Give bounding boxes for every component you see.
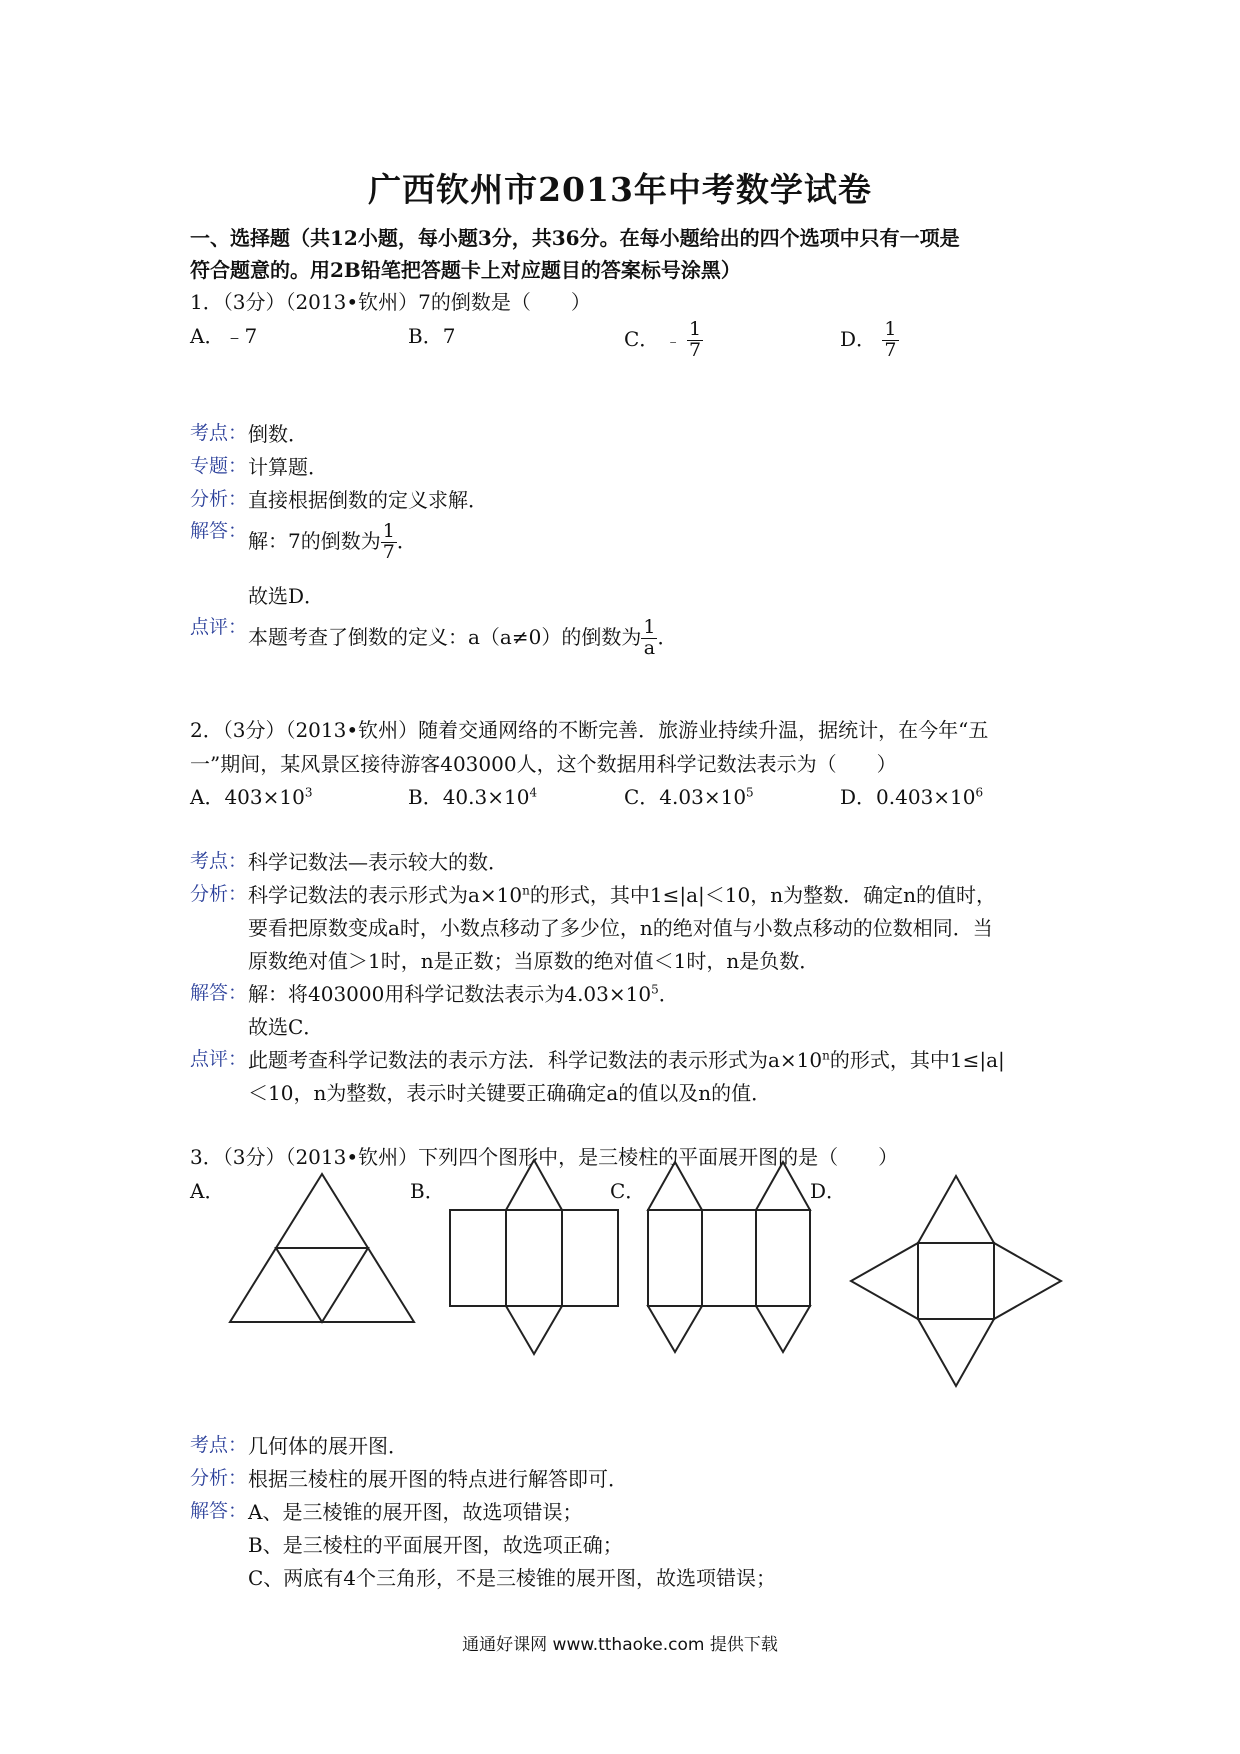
q1-zhuanti-label: 专题： — [190, 455, 248, 477]
page-footer: 通通好课网 www.tthaoke.com 提供下载 — [462, 1635, 778, 1655]
q1-kaodian: 倒数． — [248, 422, 308, 446]
q3-kaodian-label: 考点： — [190, 1434, 248, 1456]
q1-option-b: B．7 — [408, 324, 456, 348]
q3-option-c-label: C． — [610, 1179, 646, 1203]
q1-jieda: 解：7的倒数为 $\frac{1}{7}$ ． — [248, 520, 417, 563]
q3-figure-a — [230, 1174, 414, 1322]
q2-jieda-label: 解答： — [190, 982, 248, 1004]
q3-option-b-label: B． — [410, 1179, 445, 1203]
q1-dianping-label: 点评： — [190, 616, 248, 638]
q2-dianping-line1: 此题考查科学记数法的表示方法．科学记数法的表示形式为$a\times 10^n$的形式，其中1≤|a| — [248, 1048, 1005, 1072]
q3-jieda-label: 解答： — [190, 1500, 248, 1522]
q3-option-a-label: A． — [190, 1179, 225, 1203]
q2-option-a: A．$403\times 10^3$ — [190, 785, 313, 809]
q2-dianping-line2: ＜10，n为整数，表示时关键要正确确定a的值以及n的值． — [248, 1081, 772, 1105]
q2-fenxi-line1: 科学记数法的表示形式为$a\times 10^n$的形式，其中1≤|a|＜10，n为整数．确定n的值时， — [248, 883, 996, 907]
q2-fenxi-label: 分析： — [190, 883, 248, 905]
q2-fenxi-line2: 要看把原数变成a时，小数点移动了多少位，n的绝对值与小数点移动的位数相同．当 — [248, 916, 993, 940]
q2-dianping-label: 点评： — [190, 1048, 248, 1070]
q3-jieda-line2: B、是三棱柱的平面展开图，故选项正确； — [248, 1533, 623, 1557]
q1-option-d-fraction: $\frac{1}{7}$ — [884, 318, 897, 361]
q1-stem: 1．（3分）（2013•钦州）7的倒数是（ ） — [190, 290, 591, 314]
q3-kaodian: 几何体的展开图． — [248, 1434, 408, 1458]
q1-option-c-label: C． — [624, 326, 660, 351]
q3-stem: 3．（3分）（2013•钦州）下列四个图形中，是三棱柱的平面展开图的是（ ） — [190, 1145, 899, 1169]
q1-fenxi: 直接根据倒数的定义求解． — [248, 488, 488, 512]
q2-option-b: B．$40.3\times 10^4$ — [408, 785, 538, 809]
q1-jieda-label: 解答： — [190, 520, 248, 542]
q3-jieda-line3: C、两底有4个三角形，不是三棱锥的展开图，故选项错误； — [248, 1566, 777, 1590]
q2-kaodian: 科学记数法—表示较大的数． — [248, 850, 508, 874]
q2-jieda-line2: 故选C． — [248, 1015, 324, 1039]
q2-stem-line1: 2．（3分）（2013•钦州）随着交通网络的不断完善．旅游业持续升温，据统计，在今年“五 — [190, 718, 989, 742]
q1-fenxi-label: 分析： — [190, 488, 248, 510]
q2-kaodian-label: 考点： — [190, 850, 248, 872]
q1-option-a: A．﹣7 — [190, 324, 258, 348]
q3-jieda-line1: A、是三棱锥的展开图，故选项错误； — [248, 1500, 583, 1524]
q3-figure-d — [851, 1176, 1061, 1386]
q1-option-d-label: D． — [840, 326, 877, 351]
q1-kaodian-label: 考点： — [190, 422, 248, 444]
q3-option-d-label: D． — [810, 1179, 847, 1203]
q2-stem-line2: 一”期间，某风景区接待游客403000人，这个数据用科学记数法表示为（ ） — [190, 752, 897, 776]
q1-zhuanti: 计算题． — [248, 455, 328, 479]
section-heading-line1: 一、选择题（共12小题，每小题3分，共36分。在每小题给出的四个选项中只有一项是 — [190, 226, 960, 250]
q2-fenxi-line3: 原数绝对值＞1时，n是正数；当原数的绝对值＜1时，n是负数． — [248, 949, 820, 973]
q1-jieda-2: 故选D． — [248, 584, 325, 608]
q1-option-c-fraction: $\frac{1}{7}$ — [689, 318, 702, 361]
q2-option-c: C．$4.03\times 10^5$ — [624, 785, 754, 809]
q2-jieda-line1: 解：将403000用科学记数法表示为$4.03\times 10^5$． — [248, 982, 679, 1006]
q2-option-d: D．$0.403\times 10^6$ — [840, 785, 984, 809]
q1-option-c-sign: ﹣ — [665, 331, 681, 350]
page-title: 广西钦州市2013年中考数学试卷 — [368, 170, 872, 209]
q3-fenxi-label: 分析： — [190, 1467, 248, 1489]
section-heading-line2: 符合题意的。用2B铅笔把答题卡上对应题目的答案标号涂黑） — [190, 258, 741, 282]
q3-fenxi: 根据三棱柱的展开图的特点进行解答即可． — [248, 1467, 628, 1491]
q3-figure-c — [648, 1162, 810, 1352]
q1-dianping-fraction: $\frac{1}{a}$ — [643, 616, 656, 659]
q1-dianping: 本题考查了倒数的定义：a（a≠0）的倒数为 $\frac{1}{a}$ ． — [248, 616, 678, 659]
q1-jieda-fraction: $\frac{1}{7}$ — [382, 520, 395, 563]
q3-figure-b — [450, 1160, 618, 1354]
